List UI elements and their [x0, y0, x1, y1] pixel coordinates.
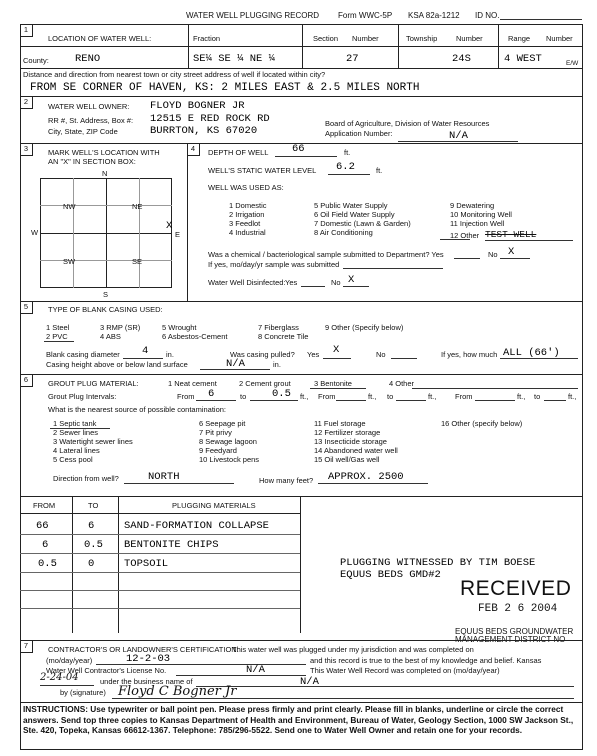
disinfected-no-mark[interactable]: X — [348, 274, 355, 286]
ne-label: NE — [132, 202, 143, 211]
east-label: E — [175, 230, 181, 239]
business-name-label: under the business name of — [100, 677, 193, 686]
signature-label: by (signature) — [60, 688, 106, 697]
id-number-label: ID NO. — [475, 11, 500, 20]
east-west-label: E/W — [566, 60, 579, 67]
location-label: LOCATION OF WATER WELL: — [48, 34, 152, 43]
application-number-label: Application Number: — [325, 129, 393, 138]
nw-label: NW — [63, 202, 76, 211]
casing-diameter-value[interactable]: 4 — [142, 345, 149, 357]
plug-date-value[interactable]: 12-2-03 — [126, 653, 171, 665]
row-3-material[interactable]: TOPSOIL — [124, 558, 169, 570]
disinfected-label: Water Well Disinfected: — [208, 278, 286, 287]
contam-pit-privy[interactable]: 7 Pit privy — [199, 428, 232, 437]
section-box-title-2: AN "X" IN SECTION BOX: — [48, 157, 136, 166]
board-label: Board of Agriculture, Division of Water Resources — [325, 119, 490, 128]
contam-fuel-storage[interactable]: 11 Fuel storage — [314, 419, 366, 428]
contam-sewage-lagoon[interactable]: 8 Sewage lagoon — [199, 437, 257, 446]
casing-other[interactable]: 9 Other (Specify below) — [325, 323, 404, 332]
county-value[interactable]: RENO — [75, 53, 101, 65]
contam-septic-tank[interactable]: 1 Septic tank — [53, 419, 97, 428]
township-value[interactable]: 24S — [452, 53, 471, 65]
certification-text-2: and this record is true to the best of my knowledge and belief. Kansas — [310, 656, 542, 665]
casing-fiberglass[interactable]: 7 Fiberglass — [258, 323, 299, 332]
row-1-material[interactable]: SAND-FORMATION COLLAPSE — [124, 520, 269, 532]
section-5-number: 5 — [20, 301, 33, 314]
fraction-label: Fraction — [193, 34, 221, 43]
instructions: INSTRUCTIONS: Use typewriter or ball point pen. Please press firmly and print clearly. Please fill in blanks, underline or circle the correct answers. Send top three copies to Kansas Department of Health and Environment, Bureau of Water, Geology Section, 1000 SW Jackson St., Ste. 420, Topeka, Kansas 66612-1367. Telephone: 785/296-5522. Send one to Water Well Owner and retain one for your records. — [23, 704, 574, 735]
casing-height-value[interactable]: N/A — [226, 358, 245, 370]
distance-value[interactable]: FROM SE CORNER OF HAVEN, KS: 2 MILES EAST & 2.5 MILES NORTH — [30, 82, 420, 94]
use-injection[interactable]: 11 Injection Well — [450, 219, 505, 228]
row-1-to[interactable]: 6 — [88, 520, 95, 532]
direction-value[interactable]: NORTH — [148, 471, 180, 483]
static-level-unit: ft. — [376, 166, 383, 175]
table-header-materials: PLUGGING MATERIALS — [172, 501, 256, 510]
id-number-field[interactable] — [500, 19, 582, 20]
casing-pvc[interactable]: 2 PVC — [46, 332, 68, 341]
static-level-value[interactable]: 6.2 — [336, 161, 355, 173]
contam-abandoned-well[interactable]: 14 Abandoned water well — [314, 446, 398, 455]
use-dewatering[interactable]: 9 Dewatering — [450, 201, 495, 210]
interval-3-unit: ft., — [568, 392, 577, 401]
section-1-number: 1 — [20, 24, 33, 37]
north-label: N — [102, 169, 108, 178]
chemical-sample-label: Was a chemical / bacteriological sample submitted to Department? Yes — [208, 250, 444, 259]
contamination-label: What is the nearest source of possible contamination: — [48, 405, 227, 414]
interval-2-from-label: From — [318, 392, 336, 401]
certification-text-3: This Water Well Record was completed on (mo/day/year) — [310, 666, 500, 675]
owner-label: WATER WELL OWNER: — [48, 102, 130, 111]
row-2-from[interactable]: 6 — [42, 539, 49, 551]
use-public-supply[interactable]: 5 Public Water Supply — [314, 201, 388, 210]
table-header-to: TO — [88, 501, 99, 510]
casing-diameter-label: Blank casing diameter — [46, 350, 120, 359]
grout-neat-cement[interactable]: 1 Neat cement — [168, 379, 217, 388]
row-3-from[interactable]: 0.5 — [38, 558, 57, 570]
casing-pulled-yes-label: Yes — [307, 350, 320, 359]
casing-steel[interactable]: 1 Steel — [46, 323, 70, 332]
use-irrigation[interactable]: 2 Irrigation — [229, 210, 265, 219]
how-much-label: If yes, how much — [441, 350, 498, 359]
section-6-number: 6 — [20, 374, 33, 387]
use-feedlot[interactable]: 3 Feedlot — [229, 219, 261, 228]
table-header-from: FROM — [33, 501, 56, 510]
range-number-label: Number — [546, 34, 573, 43]
grout-other[interactable]: 4 Other — [389, 379, 415, 388]
interval-1-to-value[interactable]: 0.5 — [272, 388, 291, 400]
casing-asbestos-cement[interactable]: 6 Asbestos-Cement — [162, 332, 228, 341]
section-4-number: 4 — [187, 143, 200, 156]
city-label: City, State, ZIP Code — [48, 127, 118, 136]
chemical-no-mark[interactable]: X — [508, 246, 515, 258]
owner-value[interactable]: FLOYD BOGNER JR — [150, 100, 245, 112]
static-level-label: WELL'S STATIC WATER LEVEL — [208, 166, 317, 175]
se-label: SE — [132, 257, 143, 266]
use-air-conditioning[interactable]: 8 Air Conditioning — [314, 228, 373, 237]
casing-height-label: Casing height above or below land surface — [46, 360, 188, 369]
grout-bentonite[interactable]: 3 Bentonite — [314, 379, 352, 388]
direction-label: Direction from well? — [53, 474, 119, 483]
sample-date-label: If yes, mo/day/yr sample was submitted — [208, 260, 340, 269]
signature[interactable]: Floyd C Bogner Jr — [118, 684, 237, 699]
township-number-label: Number — [456, 34, 483, 43]
grout-intervals-label: Grout Plug Intervals: — [48, 392, 117, 401]
township-label: Township — [406, 34, 438, 43]
depth-unit: ft. — [344, 148, 351, 157]
grout-cement-grout[interactable]: 2 Cement grout — [239, 379, 291, 388]
fraction-value[interactable]: SE¼ SE ¼ NE ¼ — [193, 53, 275, 65]
range-label: Range — [508, 34, 531, 43]
certification-title: CONTRACTOR'S OR LANDOWNER'S CERTIFICATION: — [48, 645, 239, 654]
west-label: W — [31, 228, 39, 237]
interval-2-ft: ft., — [368, 392, 377, 401]
contam-livestock-pens[interactable]: 10 Livestock pens — [199, 455, 260, 464]
row-3-to[interactable]: 0 — [88, 558, 95, 570]
well-location-mark: X — [166, 220, 173, 232]
witness-line-2: EQUUS BEDS GMD#2 — [340, 569, 441, 581]
interval-1-to-label: to — [240, 392, 247, 401]
casing-type-label: TYPE OF BLANK CASING USED: — [48, 305, 163, 314]
contam-insecticide-storage[interactable]: 13 Insecticide storage — [314, 437, 387, 446]
interval-3-from-label: From — [455, 392, 473, 401]
section-box-title-1: MARK WELL'S LOCATION WITH — [48, 148, 160, 157]
contam-seepage-pit[interactable]: 6 Seepage pit — [199, 419, 246, 428]
section-number-label: Number — [352, 34, 379, 43]
contam-fertilizer-storage[interactable]: 12 Fertilizer storage — [314, 428, 381, 437]
casing-pulled-label: Was casing pulled? — [230, 350, 295, 359]
use-other[interactable]: 12 Other — [450, 231, 480, 240]
casing-concrete-tile[interactable]: 8 Concrete Tile — [258, 332, 309, 341]
witness-line-1: PLUGGING WITNESSED BY TIM BOESE — [340, 557, 536, 569]
contam-oil-gas-well[interactable]: 15 Oil well/Gas well — [314, 455, 380, 464]
received-stamp-agency-1: EQUUS BEDS GROUNDWATER — [455, 627, 574, 636]
city-value[interactable]: BURRTON, KS 67020 — [150, 125, 258, 137]
section-7-number: 7 — [20, 640, 33, 653]
casing-abs[interactable]: 4 ABS — [100, 332, 121, 341]
interval-2-to-label: to — [387, 392, 394, 401]
interval-1-unit: ft., — [300, 392, 309, 401]
casing-pulled-no-label: No — [376, 350, 386, 359]
interval-3-to-label: to — [534, 392, 541, 401]
contam-cess-pool[interactable]: 5 Cess pool — [53, 455, 93, 464]
contam-sewer-lines[interactable]: 2 Sewer lines — [53, 428, 99, 437]
address-label: RR #, St. Address, Box #: — [48, 116, 134, 125]
form-number: Form WWC-5P — [338, 11, 393, 20]
interval-1-from-label: From — [177, 392, 195, 401]
depth-value[interactable]: 66 — [292, 143, 305, 155]
row-2-to[interactable]: 0.5 — [84, 539, 103, 551]
received-stamp-word: RECEIVED — [460, 577, 572, 600]
contam-other[interactable]: 16 Other (specify below) — [441, 419, 523, 428]
grout-material-label: GROUT PLUG MATERIAL: — [48, 379, 139, 388]
casing-rmp[interactable]: 3 RMP (SR) — [100, 323, 141, 332]
section-3-number: 3 — [20, 143, 33, 156]
use-oil-field[interactable]: 6 Oil Field Water Supply — [314, 210, 395, 219]
plug-date-label: (mo/day/year) — [46, 656, 93, 665]
chemical-no-label: No — [488, 250, 498, 259]
certification-text-1: This water well was plugged under my jurisdiction and was completed on — [232, 645, 474, 654]
sw-label: SW — [63, 257, 76, 266]
south-label: S — [103, 290, 109, 299]
license-label: Water Well Contractor's License No. — [46, 666, 167, 675]
ksa-reference: KSA 82a-1212 — [408, 11, 460, 20]
casing-wrought[interactable]: 5 Wrought — [162, 323, 197, 332]
use-industrial[interactable]: 4 Industrial — [229, 228, 266, 237]
row-2-material[interactable]: BENTONITE CHIPS — [124, 539, 219, 551]
form-title: WATER WELL PLUGGING RECORD — [186, 11, 320, 20]
use-lawn-garden[interactable]: 7 Domestic (Lawn & Garden) — [314, 219, 411, 228]
section-value[interactable]: 27 — [346, 53, 359, 65]
business-name-value[interactable]: N/A — [300, 676, 319, 688]
casing-diameter-unit: in. — [166, 350, 174, 359]
casing-pulled-yes-mark[interactable]: X — [333, 344, 340, 356]
license-value[interactable]: N/A — [246, 664, 265, 676]
interval-1-from-value[interactable]: 6 — [208, 388, 215, 400]
county-label: County: — [23, 56, 49, 65]
interval-3-ft: ft., — [517, 392, 526, 401]
row-1-from[interactable]: 66 — [36, 520, 49, 532]
depth-label: DEPTH OF WELL — [208, 148, 269, 157]
use-monitoring[interactable]: 10 Monitoring Well — [450, 210, 512, 219]
section-label: Section — [313, 34, 339, 43]
contam-watertight-sewer[interactable]: 3 Watertight sewer lines — [53, 437, 133, 446]
range-value[interactable]: 4 WEST — [504, 53, 542, 65]
disinfected-no-label: No — [331, 278, 341, 287]
disinfected-yes-label: Yes — [285, 278, 298, 287]
use-other-value[interactable]: TEST WELL — [485, 229, 537, 240]
contam-feedyard[interactable]: 9 Feedyard — [199, 446, 237, 455]
distance-label: Distance and direction from nearest town or city street address of well if located within city? — [23, 70, 326, 79]
use-domestic[interactable]: 1 Domestic — [229, 201, 267, 210]
application-number-value[interactable]: N/A — [449, 130, 468, 142]
how-many-feet-label: How many feet? — [259, 476, 314, 485]
interval-2-unit: ft., — [428, 392, 437, 401]
how-many-feet-value[interactable]: APPROX. 2500 — [328, 471, 404, 483]
address-value[interactable]: 12515 E RED ROCK RD — [150, 113, 270, 125]
received-stamp-date: FEB 2 6 2004 — [478, 603, 558, 615]
section-2-number: 2 — [20, 96, 33, 109]
casing-height-unit: in. — [273, 360, 281, 369]
contam-lateral-lines[interactable]: 4 Lateral lines — [53, 446, 100, 455]
completion-date-value[interactable]: 2-24-04 — [40, 672, 79, 683]
how-much-value[interactable]: ALL (66') — [503, 347, 560, 359]
used-as-label: WELL WAS USED AS: — [208, 183, 284, 192]
